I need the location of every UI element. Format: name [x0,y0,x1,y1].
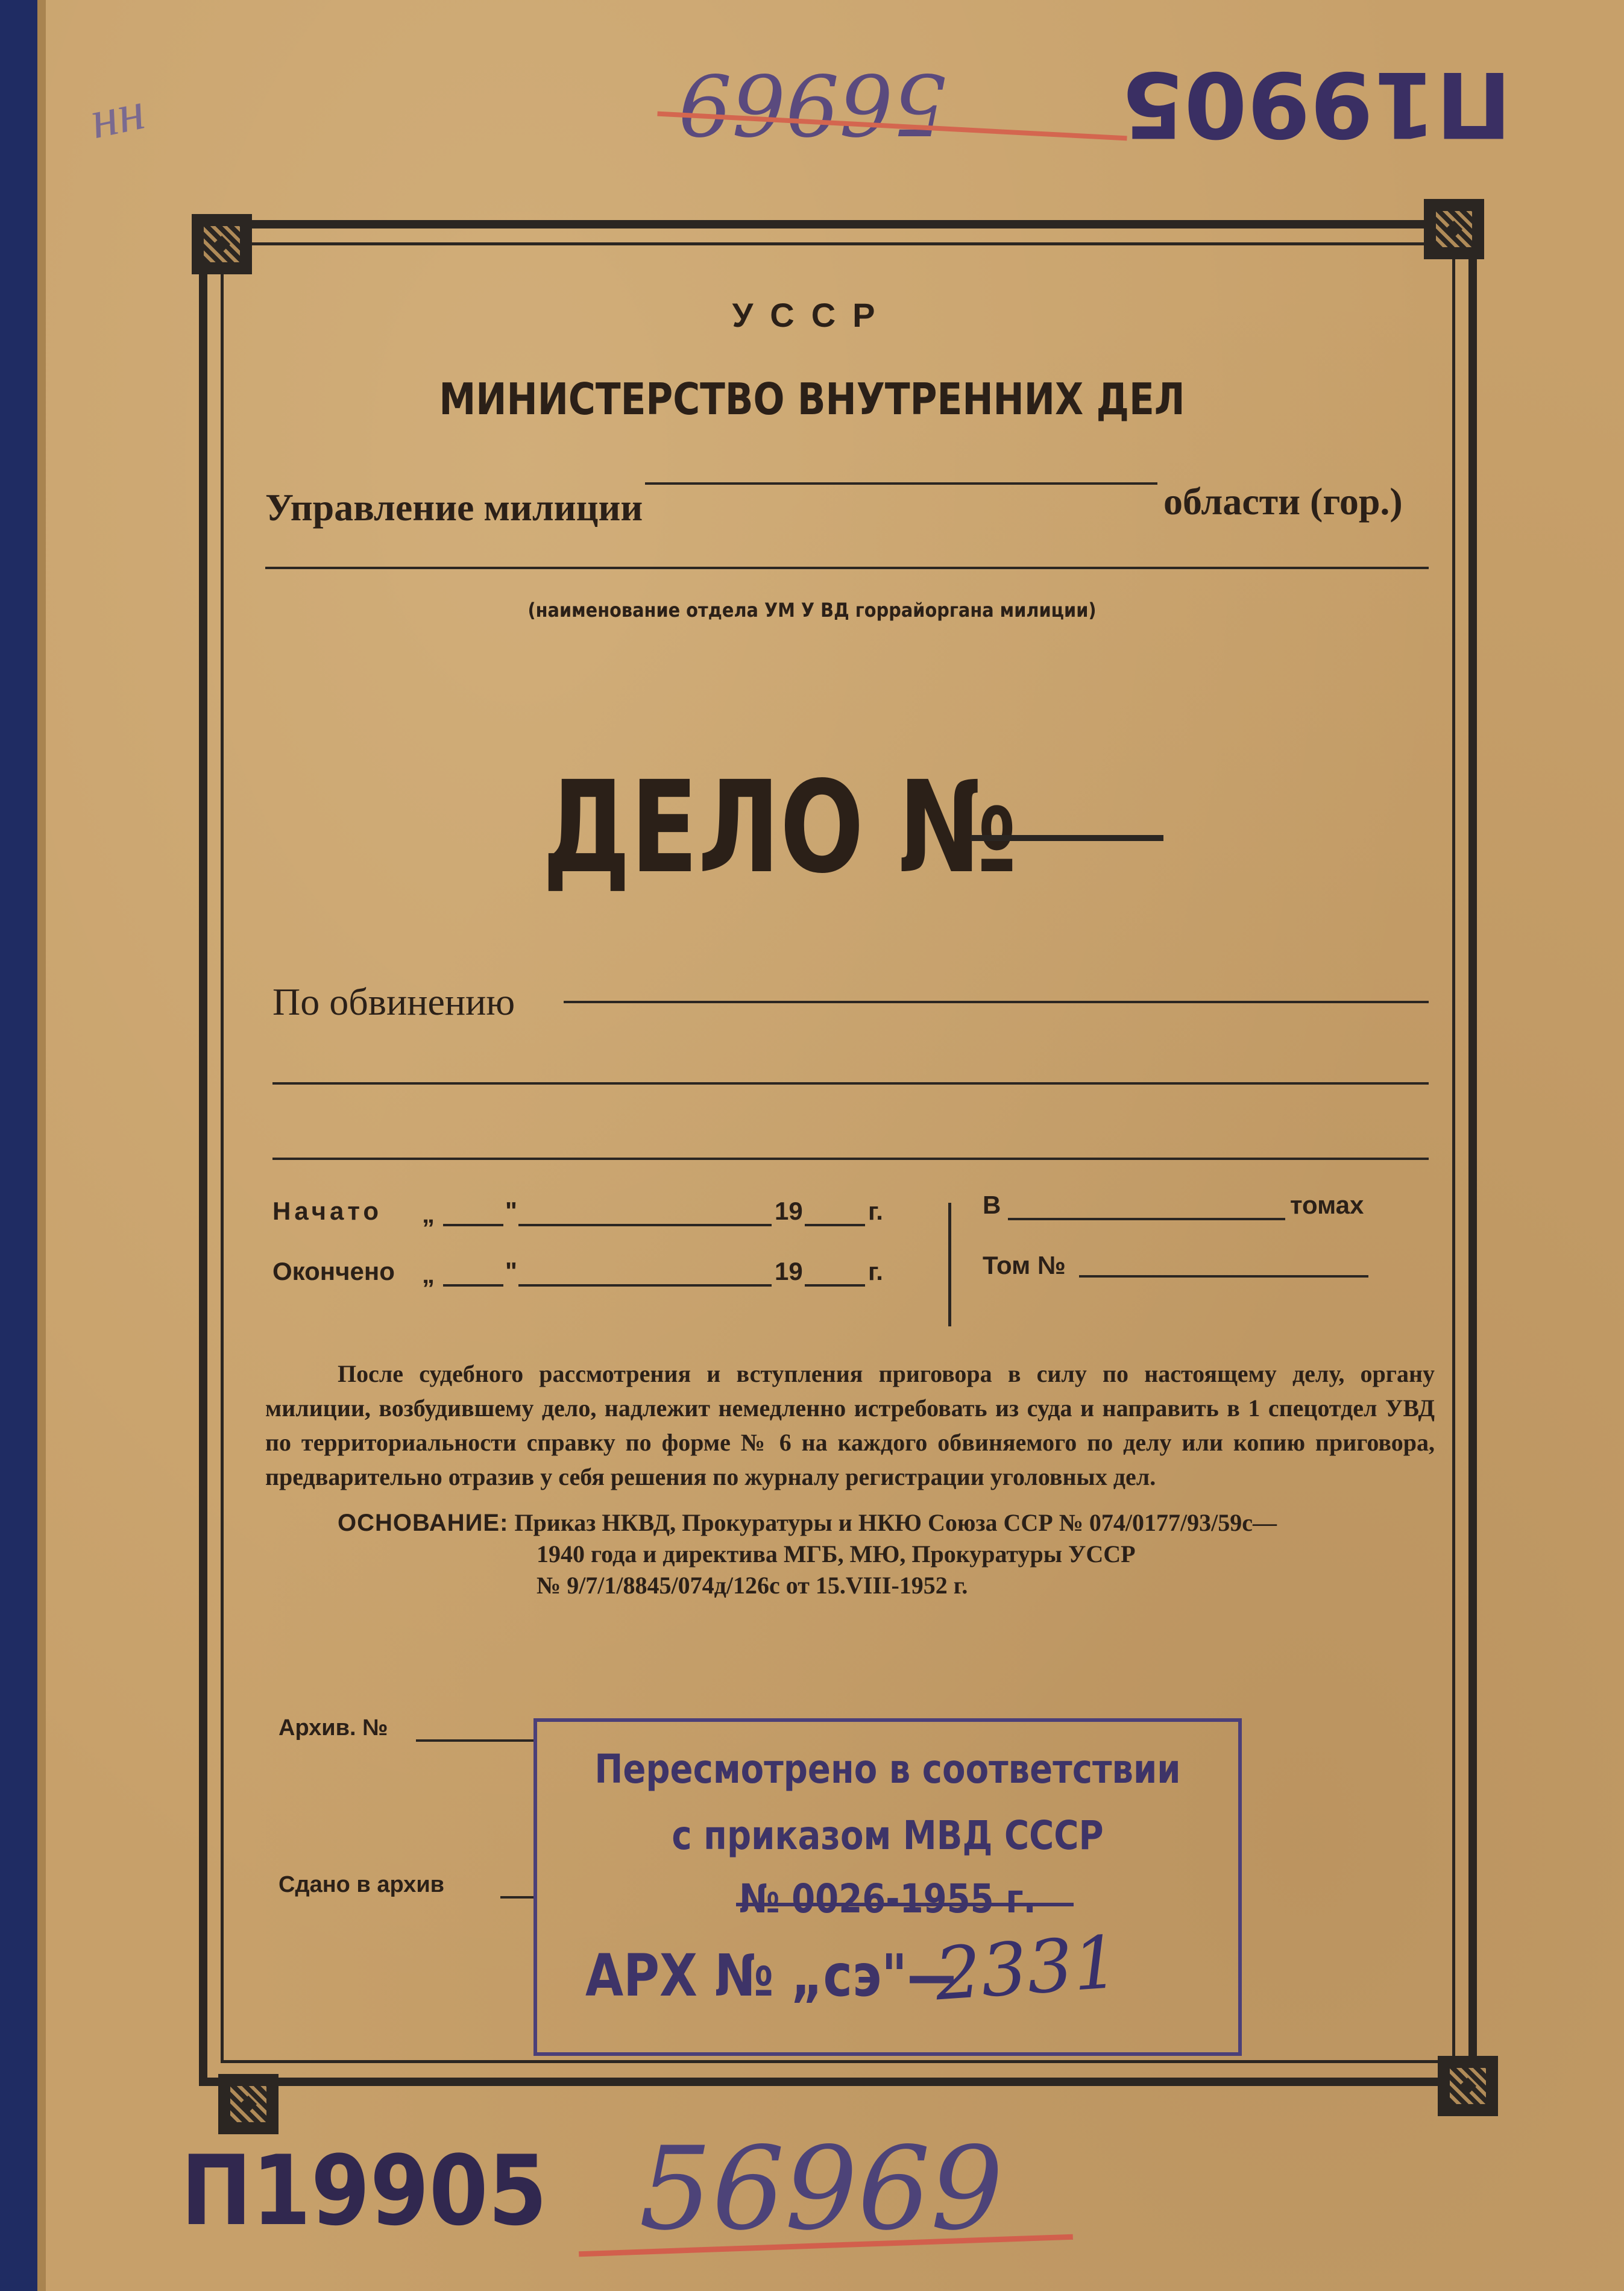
started-year-suffix: г. [868,1197,883,1225]
case-number-field[interactable] [971,835,1163,841]
archive-submitted-field[interactable] [500,1896,537,1899]
ended-year-field[interactable] [805,1284,865,1287]
department-name-field[interactable] [265,567,1429,569]
started-open-quote: „ [422,1200,435,1228]
started-label: Начато [272,1197,383,1225]
volumes-prefix: В [983,1191,1001,1219]
archive-submitted-label: Сдано в архив [279,1872,445,1897]
instructions-paragraph: После судебного рассмотрения и вступления приговора в силу по настоящему делу, органу милиции, возбудившему дело, надлежит немедленно истребовать из суда и направить в 1 спецотдел УВД по территориальности справку по форме № 6 на каждого обвиняемого по делу или копию приговора, предварительно отразив у себя решения по журналу регистрации уголовных дел. [265,1360,1435,1490]
frame-corner-ornament-icon [192,214,252,274]
basis-block [338,1507,1447,1601]
stamp-archive-code: АРХ № „сэ"— [585,1942,957,2009]
stamp-strike-line [736,1903,1074,1906]
stamp-line-3: № 0026-1955 г. [739,1876,1036,1922]
revision-stamp [533,1718,1242,2056]
region-suffix: области (гор.) [1163,480,1403,523]
frame-corner-ornament-icon [1424,199,1484,259]
frame-corner-ornament-icon [218,2074,279,2134]
started-year-prefix: 19 [775,1197,803,1225]
republic-title: УССР [732,296,892,334]
department-label: Управление милиции [265,486,643,529]
ended-close-quote: " [505,1257,517,1285]
ministry-title: МИНИСТЕРСТВО ВНУТРЕННИХ ДЕЛ [439,374,1185,424]
charge-label: По обвинению [272,980,515,1023]
ended-day-field[interactable] [443,1284,503,1287]
instructions-block [265,1357,1435,1494]
archive-number-field[interactable] [416,1739,537,1742]
top-handwritten-number: 56969 [678,54,947,153]
started-day-field[interactable] [443,1224,503,1226]
started-year-field[interactable] [805,1224,865,1226]
charge-field-line-2[interactable] [272,1082,1429,1085]
archive-number-label: Архив. № [279,1715,388,1741]
volume-number-field[interactable] [1079,1275,1368,1278]
charge-field-line-3[interactable] [272,1158,1429,1160]
ended-month-field[interactable] [518,1284,772,1287]
frame-corner-ornament-icon [1438,2056,1498,2116]
started-month-field[interactable] [518,1224,772,1226]
spine-edge [37,0,46,2291]
stamp-handwritten-number: 2331 [932,1920,1122,2017]
department-field[interactable] [645,482,1157,485]
stamp-line-2: с приказом МВД СССР [672,1812,1104,1859]
basis-line-1: Приказ НКВД, Прокуратуры и НКЮ Союза ССР № 074/0177/93/59с— [514,1509,1277,1536]
department-caption: (наименование отдела УМ У ВД горрайоргана милиции) [527,599,1097,622]
case-title: ДЕЛО № [543,754,1018,901]
basis-line-3: № 9/7/1/8845/074д/126с от 15.VIII-1952 г. [537,1572,968,1599]
charge-field[interactable] [564,1001,1429,1003]
binding-spine [0,0,37,2291]
dates-divider [948,1203,951,1326]
volume-number-label: Том № [983,1251,1066,1279]
basis-line-2: 1940 года и директива МГБ, МЮ, Прокуратуры УССР [537,1540,1136,1568]
volumes-suffix: томах [1290,1191,1364,1219]
started-close-quote: " [505,1197,517,1225]
ended-label: Окончено [272,1257,395,1285]
volumes-count-field[interactable] [1008,1218,1285,1220]
top-inventory-stamp: П19905 [1121,51,1512,156]
basis-label: ОСНОВАНИЕ: [338,1510,509,1536]
ended-open-quote: „ [422,1260,435,1288]
ended-year-suffix: г. [868,1257,883,1285]
ended-year-prefix: 19 [775,1257,803,1285]
corner-handwritten-note: нн [84,80,150,151]
bottom-handwritten-number: 56969 [639,2122,1004,2255]
bottom-inventory-stamp: П19905 [181,2134,547,2247]
stamp-line-1: Пересмотрено в соответствии [594,1746,1181,1792]
